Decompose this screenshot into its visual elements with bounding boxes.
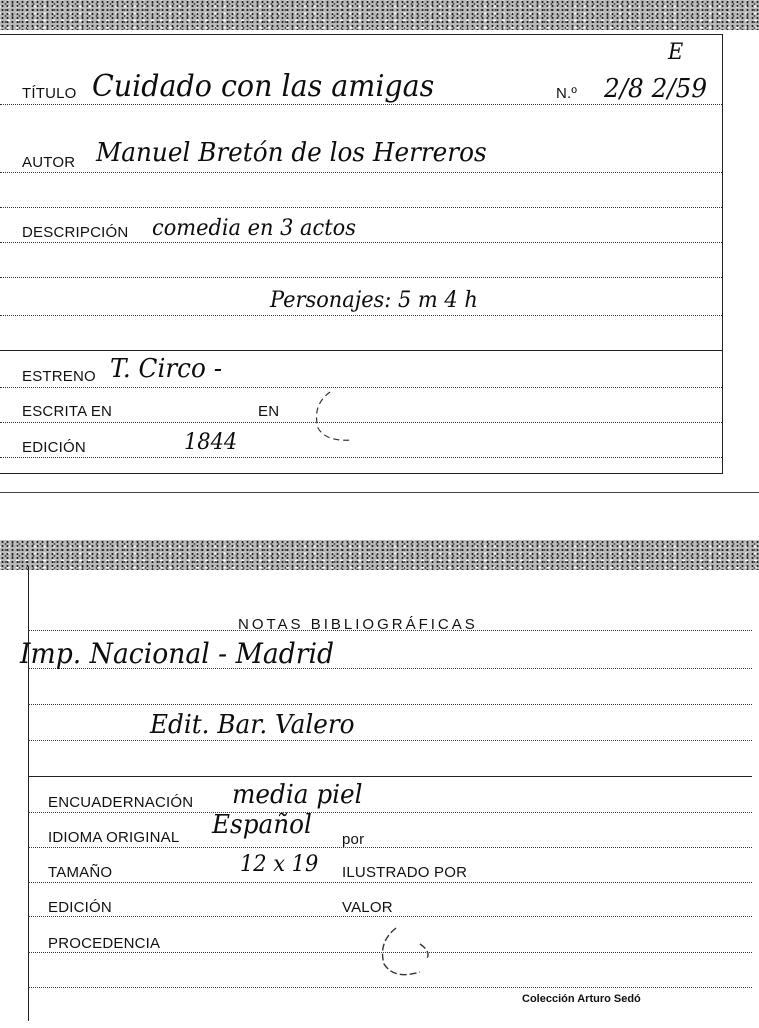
personajes-value: Personajes: 5 m 4 h xyxy=(270,288,478,313)
idioma-label: IDIOMA ORIGINAL xyxy=(48,829,180,846)
catalog-card-bottom xyxy=(0,540,759,1028)
tamano-value: 12 x 19 xyxy=(240,852,319,877)
stamp-mark xyxy=(0,0,759,492)
card-separator xyxy=(0,492,759,493)
autor-value: Manuel Bretón de los Herreros xyxy=(96,138,487,168)
descripcion-label: DESCRIPCIÓN xyxy=(22,224,129,241)
estreno-label: ESTRENO xyxy=(22,368,96,385)
encuadernacion-value: media piel xyxy=(232,780,363,810)
catalog-card-top xyxy=(0,0,759,492)
nota-line-2: Edit. Bar. Valero xyxy=(150,710,355,740)
escrita-en-label: ESCRITA EN xyxy=(22,403,113,420)
edicion-label-bottom: EDICIÓN xyxy=(48,899,112,916)
nota-line-1: Imp. Nacional - Madrid xyxy=(20,637,335,670)
encuadernacion-label: ENCUADERNACIÓN xyxy=(48,794,194,811)
titulo-value: Cuidado con las amigas xyxy=(92,69,435,104)
estreno-value: T. Circo - xyxy=(110,354,223,384)
corner-mark: E xyxy=(668,40,684,65)
idioma-value: Español xyxy=(212,810,312,840)
numero-label: N.º xyxy=(556,85,578,102)
edicion-value: 1844 xyxy=(184,430,238,455)
autor-label: AUTOR xyxy=(22,154,76,171)
edicion-label: EDICIÓN xyxy=(22,439,86,456)
notas-title: NOTAS BIBLIOGRÁFICAS xyxy=(238,616,478,633)
en-label: EN xyxy=(258,403,280,420)
stamp-mark xyxy=(0,540,759,1028)
coleccion-credit: Colección Arturo Sedó xyxy=(522,993,641,1005)
procedencia-label: PROCEDENCIA xyxy=(48,935,161,952)
por-label: por xyxy=(342,831,365,848)
descripcion-value: comedia en 3 actos xyxy=(152,216,356,241)
ilustrado-label: ILUSTRADO POR xyxy=(342,864,468,881)
valor-label: VALOR xyxy=(342,899,393,916)
tamano-label: TAMAÑO xyxy=(48,864,113,881)
numero-value: 2/8 2/59 xyxy=(604,74,708,104)
titulo-label: TÍTULO xyxy=(22,85,77,102)
